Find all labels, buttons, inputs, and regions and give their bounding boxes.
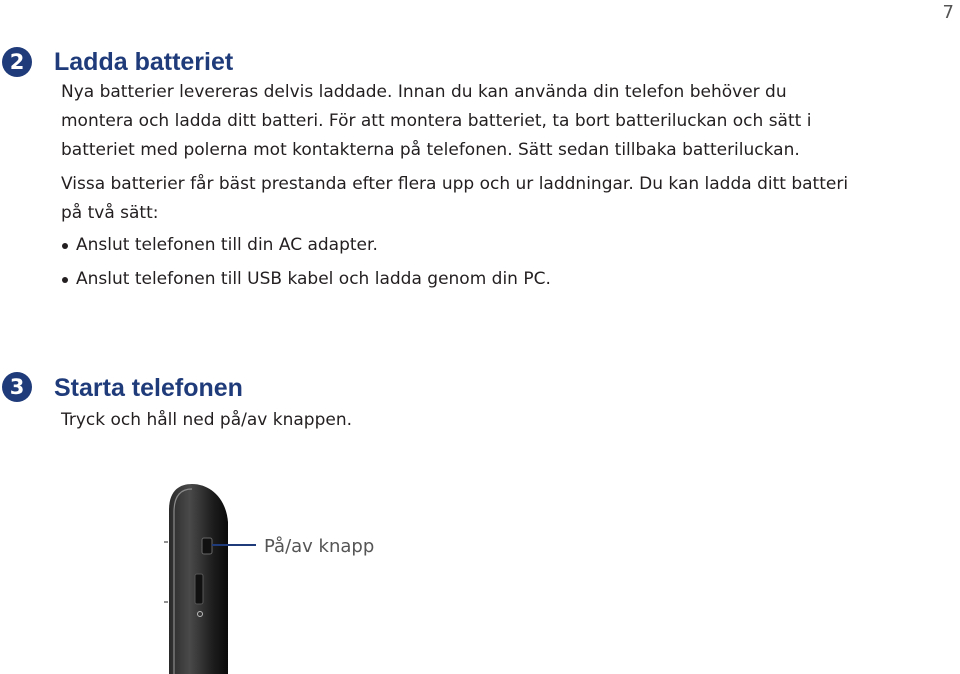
paragraph-line: montera och ladda ditt batteri. För att montera batteriet, ta bort batteriluckan och sätt i — [61, 111, 812, 131]
start-instruction: Tryck och håll ned på/av knappen. — [61, 410, 353, 430]
callout-line — [212, 544, 256, 546]
list-item: Anslut telefonen till din AC adapter. — [61, 228, 551, 262]
paragraph-line: Vissa batterier får bäst prestanda efter flera upp och ur laddningar. Du kan ladda ditt batteri — [61, 174, 849, 194]
paragraph-line: Nya batterier levereras delvis laddade. Innan du kan använda din telefon behöver du — [61, 82, 787, 102]
charge-paragraph — [61, 78, 931, 228]
power-button-callout: På/av knapp — [264, 536, 375, 557]
phone-side-illustration — [160, 482, 236, 674]
step-badge-2: 2 — [2, 47, 32, 77]
list-item: Anslut telefonen till USB kabel och ladda genom din PC. — [61, 262, 551, 296]
step-badge-3: 3 — [2, 372, 32, 402]
page-number: 7 — [942, 2, 954, 23]
section-heading-start: Starta telefonen — [54, 374, 243, 402]
charge-methods-list — [61, 228, 551, 296]
paragraph-line: på två sätt: — [61, 203, 159, 223]
section-heading-charge: Ladda batteriet — [54, 48, 234, 76]
paragraph-line: batteriet med polerna mot kontakterna på telefonen. Sätt sedan tillbaka batteriluckan. — [61, 140, 800, 160]
power-button-icon — [202, 538, 212, 554]
